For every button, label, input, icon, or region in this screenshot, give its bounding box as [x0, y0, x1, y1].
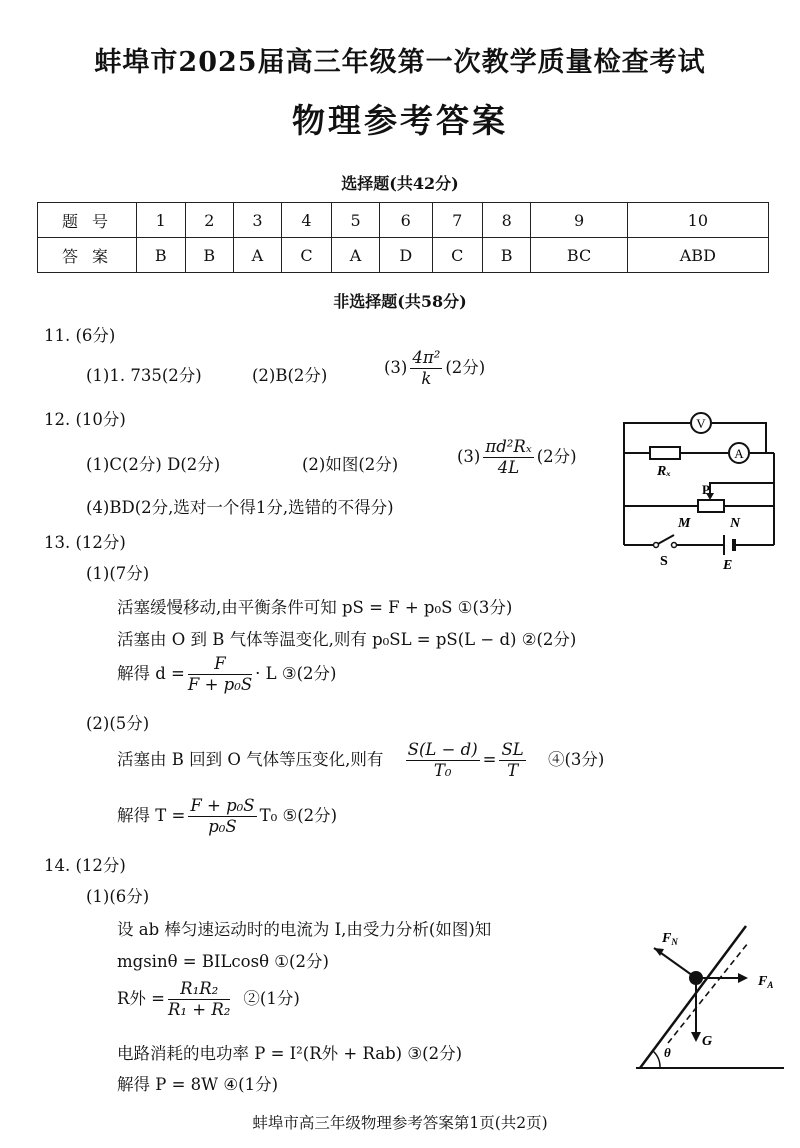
choice-heading: 选择题(共42分) — [341, 174, 459, 193]
answer-cell: A — [332, 238, 380, 273]
answer-cell: ABD — [627, 238, 768, 273]
q13-line5 — [117, 796, 337, 837]
equals-sign: = — [482, 750, 497, 769]
fn-label: $F_N$ — [662, 931, 678, 947]
numerator: S(L − d) — [407, 740, 478, 759]
q12-part3 — [457, 437, 577, 478]
q14-line3-score: ②(1分) — [243, 989, 300, 1008]
resistor-rx — [650, 447, 680, 459]
exam-title: 蚌埠市2025届高三年级第一次教学质量检查考试 — [94, 47, 706, 78]
question-number: 2 — [185, 203, 234, 238]
q11-part2: (2)B(2分) — [252, 366, 328, 385]
rod-ab-icon — [689, 971, 703, 985]
q13-label: 13. (12分) — [44, 533, 126, 552]
force-diagram — [630, 918, 790, 1074]
question-number: 9 — [531, 203, 627, 238]
q14-label: 14. (12分) — [44, 856, 126, 875]
q14-line4: 电路消耗的电功率 P = I²(R外 + Rab) ③(2分) — [117, 1044, 463, 1063]
answer-cell: A — [234, 238, 282, 273]
q13-line3-suffix: · L ③(2分) — [255, 664, 337, 683]
q14-line3 — [117, 979, 300, 1020]
numerator: F + p₀S — [190, 796, 255, 815]
numerator: πd²Rₓ — [485, 437, 532, 456]
table-row — [38, 203, 769, 238]
denominator: F + p₀S — [187, 675, 253, 694]
q12-part3-score: (2分) — [536, 447, 577, 466]
g-label: G — [702, 1034, 713, 1049]
q14-line2: mgsinθ = BILcosθ ①(2分) — [117, 952, 329, 971]
answer-cell: BC — [531, 238, 627, 273]
q11-part3 — [384, 348, 485, 389]
row-label: 题号 — [38, 203, 137, 238]
numerator: SL — [501, 740, 524, 759]
slider-p-label: P — [702, 482, 710, 497]
fa-label: $F_A$ — [758, 974, 774, 990]
circuit-diagram — [612, 405, 784, 575]
fraction — [483, 437, 533, 478]
theta-label: θ — [664, 1045, 671, 1060]
question-number: 1 — [137, 203, 186, 238]
q12-part3-prefix: (3) — [457, 447, 481, 466]
answer-cell: D — [379, 238, 432, 273]
q14-part1: (1)(6分) — [86, 887, 150, 906]
answer-cell: B — [482, 238, 531, 273]
fraction — [410, 348, 442, 389]
answer-cell: B — [137, 238, 186, 273]
q13-line4 — [117, 740, 604, 781]
denominator: k — [421, 369, 432, 388]
answer-cell: C — [281, 238, 331, 273]
voltmeter-label: V — [696, 416, 706, 431]
q14-line5: 解得 P = 8W ④(1分) — [117, 1075, 279, 1094]
denominator: T₀ — [433, 761, 452, 780]
q11-part3-prefix: (3) — [384, 358, 408, 377]
question-number: 4 — [281, 203, 331, 238]
fraction — [188, 654, 252, 695]
q12-part1: (1)C(2分) D(2分) — [86, 455, 221, 474]
nonchoice-heading: 非选择题(共58分) — [333, 292, 467, 311]
terminal-m-label: M — [678, 516, 691, 531]
fraction — [168, 979, 230, 1020]
q13-line3 — [117, 654, 337, 695]
denominator: R₁ + R₂ — [168, 1000, 231, 1019]
q12-part2: (2)如图(2分) — [302, 455, 399, 474]
q13-line4-prefix: 活塞由 B 回到 O 气体等压变化,则有 — [117, 750, 384, 769]
rheostat — [698, 500, 724, 512]
ammeter-label: A — [734, 446, 744, 461]
q13-part1: (1)(7分) — [86, 564, 150, 583]
q13-line2: 活塞由 O 到 B 气体等温变化,则有 p₀SL = pS(L − d) ②(2分) — [117, 630, 577, 649]
q13-line1: 活塞缓慢移动,由平衡条件可知 pS = F + p₀S ①(3分) — [117, 598, 513, 617]
q13-part2: (2)(5分) — [86, 714, 150, 733]
q11-part3-score: (2分) — [445, 358, 486, 377]
terminal-n-label: N — [730, 516, 741, 531]
table-row — [38, 238, 769, 273]
q14-line1: 设 ab 棒匀速运动时的电流为 I,由受力分析(如图)知 — [117, 920, 492, 939]
q11-part1: (1)1. 735(2分) — [86, 366, 202, 385]
question-number: 5 — [332, 203, 380, 238]
question-number: 10 — [627, 203, 768, 238]
arrow-g-icon — [691, 1032, 701, 1042]
denominator: 4L — [497, 458, 520, 477]
question-number: 3 — [234, 203, 282, 238]
answer-cell: B — [185, 238, 234, 273]
answer-key-title: 物理参考答案 — [292, 101, 508, 140]
numerator: R₁R₂ — [168, 979, 230, 1000]
question-number: 6 — [379, 203, 432, 238]
battery-e-label: E — [723, 558, 733, 573]
q13-line4-score: ④(3分) — [548, 750, 605, 769]
denominator: p₀S — [208, 817, 237, 836]
rx-label: Rₓ — [656, 464, 672, 479]
q13-line3-prefix: 解得 d = — [117, 664, 185, 683]
fraction — [499, 740, 525, 781]
arrow-fa-icon — [738, 973, 748, 983]
answer-cell: C — [432, 238, 482, 273]
q12-label: 12. (10分) — [44, 410, 126, 429]
page-footer: 蚌埠市高三年级物理参考答案第1页(共2页) — [252, 1114, 548, 1132]
q14-line3-prefix: R外 = — [117, 989, 165, 1008]
row-label: 答案 — [38, 238, 137, 273]
q11-label: 11. (6分) — [44, 326, 116, 345]
q13-line5-suffix: T₀ ⑤(2分) — [259, 806, 338, 825]
numerator: F — [188, 654, 252, 675]
denominator: T — [507, 761, 519, 780]
question-number: 7 — [432, 203, 482, 238]
answer-table — [37, 202, 769, 273]
numerator: 4π² — [412, 348, 441, 367]
fraction — [406, 740, 480, 781]
question-number: 8 — [482, 203, 531, 238]
switch-s-label: S — [660, 554, 668, 569]
fraction — [188, 796, 256, 837]
q12-part4: (4)BD(2分,选对一个得1分,选错的不得分) — [86, 498, 394, 517]
q13-line5-prefix: 解得 T = — [117, 806, 186, 825]
